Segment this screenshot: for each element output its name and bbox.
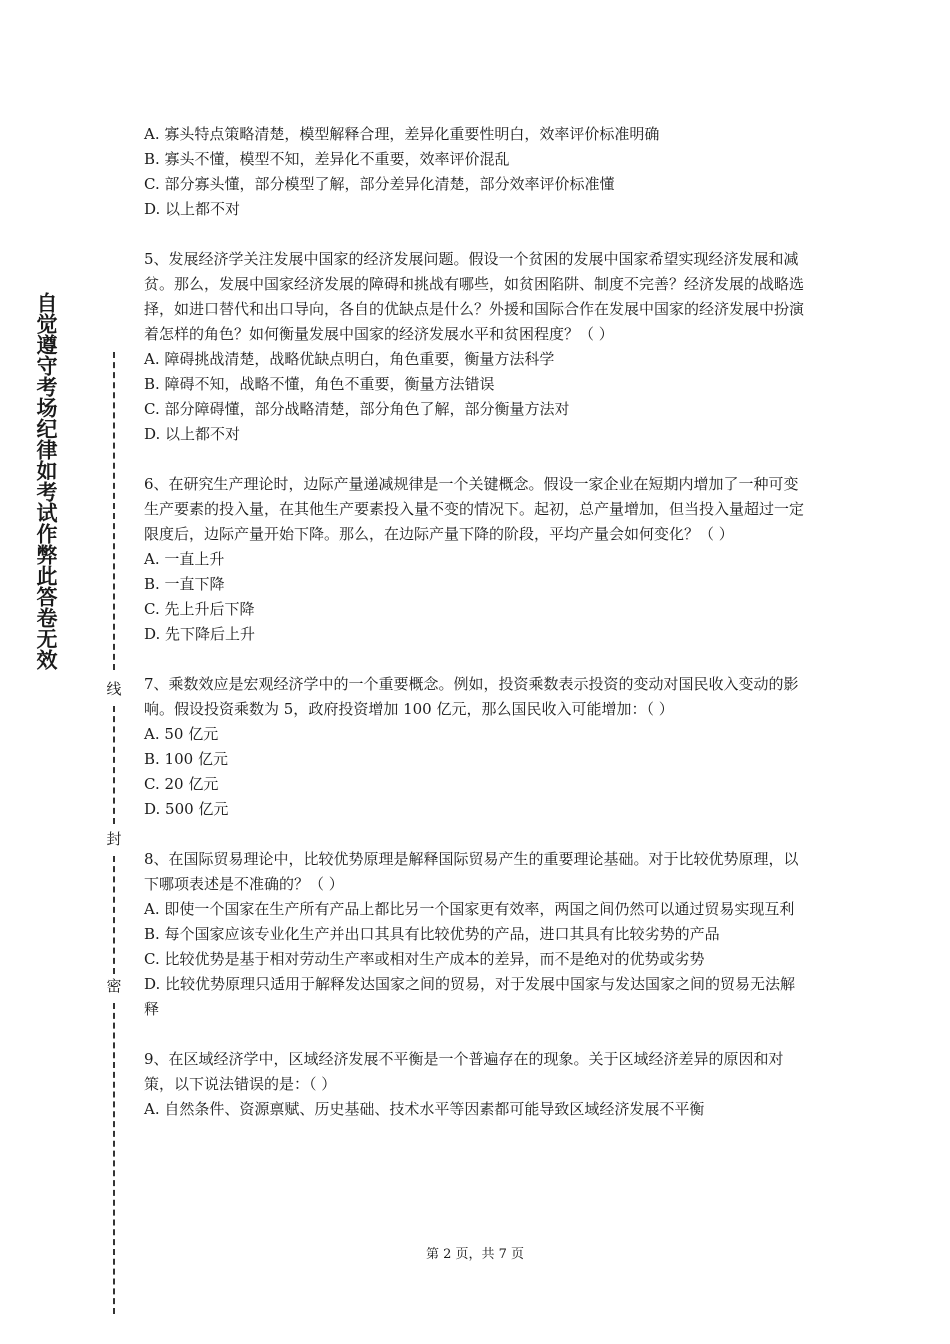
option: A. 寡头特点策略清楚，模型解释合理，差异化重要性明白，效率评价标准明确: [144, 125, 660, 143]
option: D. 先下降后上升: [144, 625, 256, 643]
question-stem: 6、在研究生产理论时，边际产量递减规律是一个关键概念。假设一家企业在短期内增加了一种可变生产要素的投入量，在其他生产要素投入量不变的情况下。起初，总产量增加，但当投入量超过一定限度后，边际产量开始下降。那么，在边际产量下降的阶段，平均产量会如何变化？（ ）: [144, 475, 805, 543]
binding-label-seal: 封: [106, 830, 122, 848]
option: A. 50 亿元: [144, 725, 219, 743]
option: A. 一直上升: [144, 550, 225, 568]
question-stem: 5、发展经济学关注发展中国家的经济发展问题。假设一个贫困的发展中国家希望实现经济发展和减贫。那么，发展中国家经济发展的障碍和挑战有哪些，如贫困陷阱、制度不完善？经济发展的战略选择，如进口替代和出口导向，各自的优缺点是什么？外援和国际合作在发展中国家的经济发展中扮演着怎样的角色？如何衡量发展中国家的经济发展水平和贫困程度？（ ）: [144, 250, 805, 343]
option: D. 比较优势原理只适用于解释发达国家之间的贸易，对于发展中国家与发达国家之间的贸易无法解释: [144, 975, 796, 1018]
option: D. 以上都不对: [144, 200, 241, 218]
binding-line-segment: [113, 352, 115, 670]
option: C. 比较优势是基于相对劳动生产率或相对生产成本的差异，而不是绝对的优势或劣势: [144, 950, 705, 968]
option: A. 障碍挑战清楚，战略优缺点明白，角色重要，衡量方法科学: [144, 350, 555, 368]
option: C. 部分寡头懂，部分模型了解，部分差异化清楚，部分效率评价标准懂: [144, 175, 615, 193]
option: B. 寡头不懂，模型不知，差异化不重要，效率评价混乱: [144, 150, 510, 168]
option: B. 障碍不知，战略不懂，角色不重要，衡量方法错误: [144, 375, 495, 393]
option: A. 自然条件、资源禀赋、历史基础、技术水平等因素都可能导致区域经济发展不平衡: [144, 1100, 705, 1118]
option: D. 以上都不对: [144, 425, 241, 443]
question-7: [144, 672, 810, 822]
option: B. 100 亿元: [144, 750, 228, 768]
option: C. 先上升后下降: [144, 600, 255, 618]
binding-label-secret: 密: [106, 977, 122, 995]
question-5: [144, 247, 810, 447]
option: D. 500 亿元: [144, 800, 229, 818]
page-number: 第 2 页，共 7 页: [425, 1247, 525, 1262]
option: C. 20 亿元: [144, 775, 219, 793]
question-4-options: [144, 122, 810, 222]
binding-line-segment: [113, 856, 115, 974]
exam-discipline-warning: 自觉遵守考场纪律如考试作弊此答卷无效: [34, 292, 58, 670]
question-stem: 8、在国际贸易理论中，比较优势原理是解释国际贸易产生的重要理论基础。对于比较优势原理，以下哪项表述是不准确的？（ ）: [144, 850, 799, 893]
question-stem: 7、乘数效应是宏观经济学中的一个重要概念。例如，投资乘数表示投资的变动对国民收入变动的影响。假设投资乘数为 5，政府投资增加 100 亿元，那么国民收入可能增加：（ ）: [144, 675, 799, 718]
option: C. 部分障碍懂，部分战略清楚，部分角色了解，部分衡量方法对: [144, 400, 570, 418]
binding-label-line: 线: [106, 680, 122, 698]
option: A. 即使一个国家在生产所有产品上都比另一个国家更有效率，两国之间仍然可以通过贸易实现互利: [144, 900, 795, 918]
binding-line-segment: [113, 706, 115, 824]
question-8: [144, 847, 810, 1022]
option: B. 一直下降: [144, 575, 225, 593]
question-9: [144, 1047, 810, 1122]
question-6: [144, 472, 810, 647]
binding-line-segment: [113, 1003, 115, 1314]
option: B. 每个国家应该专业化生产并出口其具有比较优势的产品，进口其具有比较劣势的产品: [144, 925, 720, 943]
question-stem: 9、在区域经济学中，区域经济发展不平衡是一个普遍存在的现象。关于区域经济差异的原因和对策，以下说法错误的是：（ ）: [144, 1050, 784, 1093]
exam-content: [144, 122, 810, 1122]
